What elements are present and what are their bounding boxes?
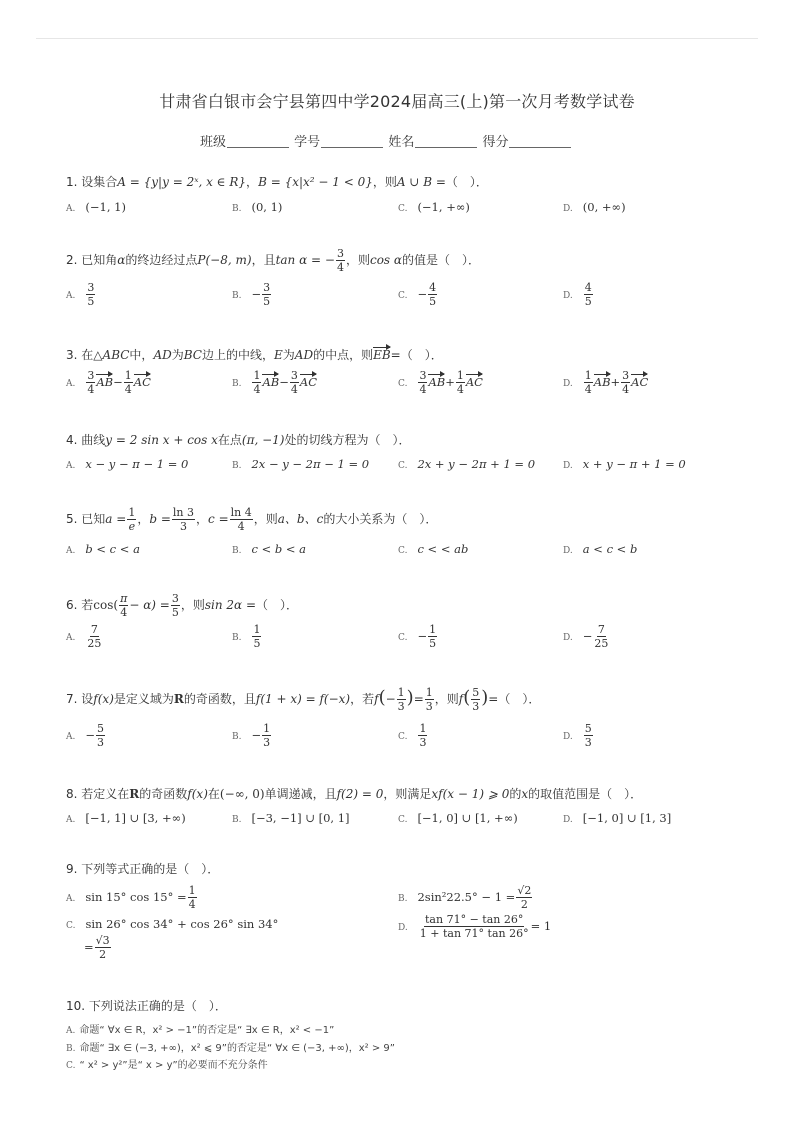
- option-value: 2x + y − 2π + 1 = 0: [417, 457, 536, 471]
- option-letter: A.: [66, 633, 76, 643]
- option-value: (−1, 1): [85, 200, 126, 214]
- q7-option-b[interactable]: B. − $\frac{1}{3}$: [232, 722, 271, 749]
- question-number: 2.: [66, 253, 78, 267]
- q5-option-d[interactable]: [563, 542, 637, 556]
- option-letter: C.: [398, 379, 408, 389]
- q8-option-b[interactable]: [232, 811, 350, 825]
- cos-expression: cos(: [93, 598, 119, 612]
- fraction: $\frac{1}{4}$: [253, 369, 261, 396]
- fraction: $\frac{1}{3}$: [263, 722, 271, 749]
- stem-text: 设: [81, 692, 94, 706]
- q10-option-b[interactable]: [66, 1039, 395, 1054]
- segment-bc: BC: [183, 348, 202, 362]
- stem-text: 在: [81, 348, 94, 362]
- fraction: $\frac{\tan 71^\circ - \tan 26^\circ}{1 + \tan 71^\circ \tan 26^\circ}$: [419, 913, 529, 940]
- stem-text: ，则: [345, 253, 370, 267]
- stem-text: ，则满足: [383, 787, 432, 801]
- option-letter: B.: [232, 633, 242, 643]
- name-label: 姓名: [388, 135, 415, 150]
- var-a: a =: [105, 512, 127, 526]
- vector-ac: AC: [465, 375, 483, 389]
- stem-text: 处的切线方程为（ ）．: [284, 433, 411, 447]
- q1-option-c[interactable]: [398, 200, 470, 214]
- option-value: (0, +∞): [582, 200, 626, 214]
- question-number: 10.: [66, 999, 86, 1013]
- fraction: $\frac{3}{4}$: [419, 369, 427, 396]
- option-value: sin 15° cos 15° =: [85, 890, 187, 904]
- option-value: b < c < a: [85, 542, 140, 556]
- q4-option-b[interactable]: [232, 457, 369, 471]
- q1-option-a[interactable]: [66, 200, 126, 214]
- fraction: $\frac{√3}{2}$: [95, 934, 110, 961]
- q3-option-a[interactable]: A. $\frac{3}{4}$ AB− $\frac{1}{4}$ AC: [66, 369, 151, 396]
- stem-text: 曲线: [81, 433, 106, 447]
- stem-text: 中，: [129, 348, 154, 362]
- option-letter: A.: [66, 546, 76, 556]
- fraction: $\frac{\ln 4}{4}$: [230, 506, 252, 533]
- q9-option-c-result: = $\frac{√3}{2}$: [84, 934, 110, 961]
- q10-option-c[interactable]: [66, 1056, 268, 1071]
- fraction: $\frac{1}{4}$: [124, 369, 132, 396]
- stem-text: 的值是（ ）．: [402, 253, 481, 267]
- functional-equation: f(1 + x) = f(−x): [255, 692, 351, 706]
- question-2: [66, 247, 480, 274]
- score-blank[interactable]: [509, 135, 571, 148]
- q9-option-a[interactable]: [66, 884, 198, 911]
- function: f: [458, 692, 464, 706]
- fraction: $\frac{1}{4}$: [188, 884, 196, 911]
- question-8: [66, 785, 642, 802]
- q7-option-c[interactable]: [398, 722, 428, 749]
- point-e: E: [274, 348, 283, 362]
- vector-ab: AB: [262, 375, 280, 389]
- question-1: [66, 173, 488, 190]
- fraction: $\frac{3}{4}$: [87, 369, 95, 396]
- stem-text: 的取值范围是（ ）．: [528, 787, 643, 801]
- stem-text: =（ ）．: [488, 692, 541, 706]
- stem-text: 的: [509, 787, 522, 801]
- stem-text: 已知: [81, 512, 106, 526]
- question-5: 5. 已知a = $\frac{1}{e}$ ，b = $\frac{\ln 3}{3}$ ，c = $\frac{\ln 4}{4}$ ，则a、b、c的大小关系为（ ）．: [66, 506, 438, 533]
- option-letter: D.: [563, 461, 573, 471]
- score-label: 得分: [482, 135, 509, 150]
- question-10: [66, 997, 227, 1014]
- stem-text: 的奇函数，且: [183, 692, 256, 706]
- name-blank[interactable]: [415, 135, 477, 148]
- function: f: [374, 692, 379, 706]
- option-letter: D.: [563, 291, 573, 301]
- q3-option-c[interactable]: C. $\frac{3}{4}$ AB+ $\frac{1}{4}$ AC: [398, 369, 483, 396]
- option-value: 2x − y − 2π − 1 = 0: [251, 457, 370, 471]
- function-value: f(2) = 0: [336, 787, 384, 801]
- fraction: $\frac{1}{3}$: [419, 722, 427, 749]
- point: (π, −1): [241, 433, 285, 447]
- function: f(x): [93, 692, 114, 706]
- q6-option-a[interactable]: [66, 623, 103, 650]
- option-letter: A.: [66, 1026, 76, 1036]
- question-4: [66, 431, 411, 448]
- stem-text: 的奇函数: [139, 787, 188, 801]
- point-p: P(−8, m): [197, 253, 252, 267]
- q4-option-c[interactable]: [398, 457, 535, 471]
- question-number: 7.: [66, 692, 78, 706]
- fraction: $\frac{1}{5}$: [253, 623, 261, 650]
- q8-option-d[interactable]: [563, 811, 671, 825]
- vector-ac: AC: [133, 375, 151, 389]
- fraction: $\frac{1}{3}$: [397, 686, 405, 713]
- stem-text: 下列等式正确的是（ ）．: [81, 862, 220, 876]
- stem-text: ，则: [434, 692, 459, 706]
- cos-expression: cos α: [369, 253, 402, 267]
- stem-text: 为: [282, 348, 295, 362]
- class-blank[interactable]: [227, 135, 289, 148]
- stem-text: ，且: [251, 253, 276, 267]
- fraction: $\frac{5}{3}$: [97, 722, 105, 749]
- q5-option-c[interactable]: [398, 542, 468, 556]
- fraction: $\frac{\ln 3}{3}$: [172, 506, 195, 533]
- question-number: 3.: [66, 348, 78, 362]
- fraction: $\frac{7}{25}$: [87, 623, 102, 650]
- triangle: △ABC: [93, 348, 130, 362]
- vector-ab: AB: [428, 375, 446, 389]
- vector-ac: AC: [299, 375, 317, 389]
- fraction: $\frac{4}{5}$: [584, 281, 592, 308]
- vector-ab: AB: [593, 375, 611, 389]
- stem-text: 单调递减，且: [264, 787, 337, 801]
- option-value: sin 26° cos 34° + cos 26° sin 34°: [85, 917, 279, 931]
- option-value: [−1, 0] ∪ [1, +∞): [417, 811, 518, 825]
- reals: R: [129, 787, 140, 801]
- option-letter: B.: [232, 815, 242, 825]
- expression: − α) =: [129, 598, 170, 612]
- header-divider: [36, 38, 758, 39]
- segment-ad: AD: [153, 348, 172, 362]
- option-value: “ x² > y²”是“ x > y”的必要而不充分条件: [79, 1060, 268, 1071]
- student-number-blank[interactable]: [321, 135, 383, 148]
- question-number: 5.: [66, 512, 78, 526]
- q4-option-d[interactable]: [563, 457, 686, 471]
- fraction: $\frac{3}{5}$: [87, 281, 95, 308]
- question-9: [66, 860, 219, 877]
- option-letter: D.: [563, 633, 573, 643]
- fraction: $\frac{3}{4}$: [336, 247, 344, 274]
- option-letter: A.: [66, 815, 76, 825]
- stem-text: 为: [171, 348, 184, 362]
- question-7: 7. 设f(x)是定义域为R的奇函数，且f(1 + x) = f(−x)，若f(− $\frac{1}{3}$ )= $\frac{1}{3}$ ，则f( $\frac{5}{3}$ )=（ ）．: [66, 686, 541, 713]
- question-number: 1.: [66, 175, 78, 189]
- option-letter: D.: [563, 815, 573, 825]
- option-letter: B.: [66, 1044, 76, 1054]
- stem-text: ，: [246, 175, 259, 189]
- option-value: a < c < b: [582, 542, 638, 556]
- stem-text: 的终边经过点: [125, 253, 198, 267]
- q7-option-a[interactable]: A. − $\frac{5}{3}$: [66, 722, 105, 749]
- q2-option-a[interactable]: [66, 281, 96, 308]
- segment-ad: AD: [294, 348, 314, 362]
- fraction: $\frac{3}{5}$: [171, 592, 179, 619]
- var-c: c =: [208, 512, 229, 526]
- stem-text: 在: [207, 787, 220, 801]
- q6-option-c[interactable]: C. − $\frac{1}{5}$: [398, 623, 437, 650]
- option-value: 命题“ ∃x ∈ (−3, +∞)，x² ⩽ 9”的否定是“ ∀x ∈ (−3, +∞)，x² > 9”: [79, 1043, 395, 1054]
- option-value: 2sin²22.5° − 1 =: [417, 890, 516, 904]
- var-b: b =: [149, 512, 171, 526]
- student-info-line: [200, 131, 572, 150]
- option-letter: A.: [66, 732, 76, 742]
- set-b: B = {x|x² − 1 < 0}: [258, 175, 373, 189]
- option-letter: B.: [232, 291, 242, 301]
- question-number: 6.: [66, 598, 78, 612]
- stem-text: =（ ）．: [390, 348, 443, 362]
- option-value: c < < ab: [417, 542, 469, 556]
- stem-text: 的大小关系为（ ）．: [323, 512, 438, 526]
- option-letter: C.: [66, 1061, 76, 1071]
- option-value: [−1, 1] ∪ [3, +∞): [85, 811, 186, 825]
- stem-text: 是定义域为: [113, 692, 174, 706]
- option-letter: A.: [66, 894, 76, 904]
- option-value: x + y − π + 1 = 0: [582, 457, 686, 471]
- q9-option-b[interactable]: [398, 884, 533, 911]
- sin-expression: sin 2α =: [204, 598, 257, 612]
- vector-eb: EB: [373, 348, 391, 362]
- option-letter: C.: [398, 461, 408, 471]
- q4-option-a[interactable]: [66, 457, 188, 471]
- fraction: $\frac{5}{3}$: [584, 722, 592, 749]
- option-letter: B.: [232, 546, 242, 556]
- option-letter: B.: [232, 379, 242, 389]
- vector-ac: AC: [631, 375, 649, 389]
- q1-option-b[interactable]: [232, 200, 282, 214]
- option-letter: B.: [398, 894, 408, 904]
- set-a: A = {y|y = 2ˣ, x ∈ R}: [117, 175, 247, 189]
- option-letter: C.: [398, 815, 408, 825]
- option-letter: A.: [66, 291, 76, 301]
- fraction: $\frac{1}{5}$: [429, 623, 437, 650]
- stem-text: 若定义在: [81, 787, 130, 801]
- function: f(x): [187, 787, 208, 801]
- stem-text: 设集合: [81, 175, 118, 189]
- fraction: $\frac{5}{3}$: [472, 686, 480, 713]
- fraction: $\frac{1}{e}$: [128, 506, 136, 533]
- q3-option-d[interactable]: D. $\frac{1}{4}$ AB+ $\frac{3}{4}$ AC: [563, 369, 649, 396]
- curve-equation: y = 2 sin x + cos x: [105, 433, 218, 447]
- option-letter: C.: [398, 204, 408, 214]
- q2-option-c[interactable]: C. − $\frac{4}{5}$: [398, 281, 437, 308]
- fraction: $\frac{1}{4}$: [456, 369, 464, 396]
- q5-option-b[interactable]: [232, 542, 306, 556]
- option-value: (0, 1): [251, 200, 283, 214]
- fraction: $\frac{3}{4}$: [290, 369, 298, 396]
- question-number: 8.: [66, 787, 78, 801]
- option-letter: D.: [563, 204, 573, 214]
- option-letter: D.: [563, 379, 573, 389]
- option-letter: A.: [66, 204, 76, 214]
- option-value: x − y − π − 1 = 0: [85, 457, 189, 471]
- variable-x: x: [521, 787, 529, 801]
- stem-text: （ ）．: [256, 598, 299, 612]
- q5-option-a[interactable]: [66, 542, 140, 556]
- fraction: $\frac{1}{3}$: [425, 686, 433, 713]
- option-value: [−3, −1] ∪ [0, 1]: [251, 811, 350, 825]
- q6-option-b[interactable]: [232, 623, 262, 650]
- fraction: $\frac{3}{4}$: [622, 369, 630, 396]
- option-value: (−1, +∞): [417, 200, 470, 214]
- stem-text: ，则: [372, 175, 397, 189]
- angle-symbol: α: [117, 253, 126, 267]
- q2-option-b[interactable]: B. − $\frac{3}{5}$: [232, 281, 271, 308]
- exam-title: 甘肃省白银市会宁县第四中学2024届高三(上)第一次月考数学试卷: [159, 92, 635, 111]
- option-letter: B.: [232, 204, 242, 214]
- fraction: $\frac{\pi}{4}$: [120, 592, 128, 619]
- option-value: c < b < a: [251, 542, 307, 556]
- question-number: 4.: [66, 433, 78, 447]
- question-3: [66, 346, 443, 363]
- inequality: xf(x − 1) ⩾ 0: [431, 787, 510, 801]
- q10-option-a[interactable]: [66, 1021, 334, 1036]
- stem-text: 已知角: [81, 253, 118, 267]
- fraction: $\frac{7}{25}$: [594, 623, 609, 650]
- stem-text: 下列说法正确的是（ ）．: [88, 999, 227, 1013]
- stem-text: ，则: [253, 512, 278, 526]
- fraction: $\frac{1}{4}$: [584, 369, 592, 396]
- stem-text: ，若: [350, 692, 375, 706]
- q8-option-a[interactable]: [66, 811, 186, 825]
- q1-option-d[interactable]: [563, 200, 626, 214]
- tan-expression: tan α = −: [275, 253, 335, 267]
- fraction: $\frac{√2}{2}$: [517, 884, 532, 911]
- q3-option-b[interactable]: B. $\frac{1}{4}$ AB− $\frac{3}{4}$ AC: [232, 369, 317, 396]
- q7-option-d[interactable]: [563, 722, 594, 749]
- option-letter: B.: [232, 461, 242, 471]
- interval: (−∞, 0): [219, 787, 265, 801]
- option-letter: C.: [398, 291, 408, 301]
- expression: A ∪ B =: [396, 175, 446, 189]
- stem-text: 在点: [217, 433, 242, 447]
- option-letter: A.: [66, 461, 76, 471]
- stem-text: 的中点，则: [313, 348, 374, 362]
- option-letter: D.: [563, 732, 573, 742]
- option-letter: C.: [66, 921, 76, 931]
- variables: a、b、c: [277, 512, 324, 526]
- class-label: 班级: [200, 135, 227, 150]
- question-6: [66, 592, 298, 619]
- option-letter: C.: [398, 633, 408, 643]
- stem-text: 若: [81, 598, 94, 612]
- stem-text: （ ）．: [445, 175, 488, 189]
- fraction: $\frac{3}{5}$: [263, 281, 271, 308]
- option-letter: B.: [232, 732, 242, 742]
- stem-text: 边上的中线，: [201, 348, 274, 362]
- reals: R: [173, 692, 184, 706]
- q9-option-d[interactable]: D. $\frac{\tan 71^\circ - \tan 26^\circ}{1 + \tan 71^\circ \tan 26^\circ}$ = 1: [398, 913, 552, 940]
- q9-option-c[interactable]: [66, 917, 278, 931]
- q6-option-d[interactable]: D. − $\frac{7}{25}$: [563, 623, 609, 650]
- stem-text: ，则: [180, 598, 205, 612]
- option-letter: D.: [563, 546, 573, 556]
- option-value: [−1, 0] ∪ [1, 3]: [582, 811, 672, 825]
- option-letter: C.: [398, 732, 408, 742]
- option-letter: D.: [398, 923, 408, 933]
- option-letter: A.: [66, 379, 76, 389]
- q8-option-c[interactable]: [398, 811, 518, 825]
- question-number: 9.: [66, 862, 78, 876]
- student-number-label: 学号: [294, 135, 321, 150]
- q2-option-d[interactable]: [563, 281, 594, 308]
- vector-ab: AB: [96, 375, 114, 389]
- fraction: $\frac{4}{5}$: [429, 281, 437, 308]
- option-value: 命题“ ∀x ∈ R，x² > −1”的否定是“ ∃x ∈ R，x² < −1”: [79, 1025, 335, 1036]
- option-letter: C.: [398, 546, 408, 556]
